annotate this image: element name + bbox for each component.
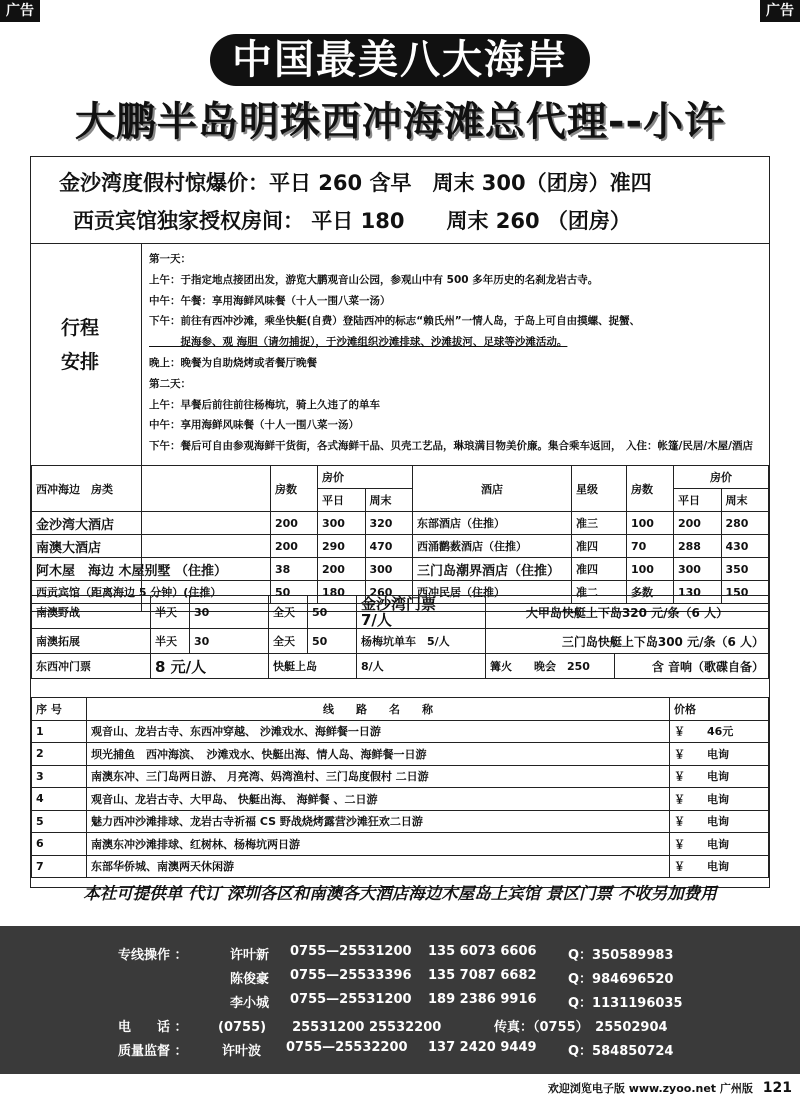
- ticket-price: 7/人: [361, 611, 392, 629]
- itinerary-line: 下午：餐后可自由参观海鲜干货街，各式海鲜干品、贝壳工艺品，琳琅满目物美价廉。集合乘车返回，: [149, 440, 622, 453]
- star: 准四: [572, 535, 627, 558]
- rooms: 70: [627, 535, 674, 558]
- item: 南澳野战: [32, 596, 151, 629]
- weekend-price: 320: [365, 512, 413, 535]
- contact-row-phone: [0, 1016, 800, 1040]
- route-name: 南澳东冲沙滩排球、红树林、杨梅坑两日游: [87, 833, 670, 856]
- itinerary-line: 晚上：晚餐为自助烧烤或者餐厅晚餐: [149, 356, 317, 369]
- ticket-price: 5/人: [427, 635, 450, 648]
- rooms: 100: [627, 512, 674, 535]
- weekend-price: 260: [365, 581, 413, 604]
- table-row: [32, 855, 769, 878]
- phone-value: (0755) 25531200 25532200: [218, 1020, 442, 1035]
- edition-label: 广州版: [719, 1082, 753, 1095]
- boat-price: 300 元/条（6 人）: [657, 634, 764, 649]
- contact-row-2: [0, 968, 800, 992]
- table-row: [32, 629, 769, 654]
- weekday-price: 200: [318, 558, 366, 581]
- header-star: 星级: [572, 466, 627, 512]
- header-weekday-2: 平日: [674, 489, 722, 512]
- route-name: 观音山、龙岩古寺、大甲岛、 快艇出海、 海鲜餐 、二日游: [87, 788, 670, 811]
- yen-icon: ￥: [674, 747, 685, 761]
- bonfire: [486, 654, 615, 679]
- route-price-value: 电询: [707, 792, 729, 806]
- weekday-price: 290: [318, 535, 366, 558]
- route-price: [670, 833, 769, 856]
- hotel-name: 西冲民居（住推）: [413, 581, 572, 604]
- contact-row-3: [0, 992, 800, 1016]
- weekday-price: 300: [674, 558, 722, 581]
- route-price-value: 电询: [707, 770, 729, 784]
- price-line-1: 金沙湾度假村惊爆价：平日 260 含早 周末 300（团房）准四: [59, 171, 652, 195]
- itinerary-line: 下午：前往有西冲沙滩，乘坐快艇(自费）登陆西冲的标志“赖氏州”一情人岛，于岛上可自由摸螺、捉蟹、: [149, 315, 641, 328]
- table-row: [32, 788, 769, 811]
- ticket-price: 8 元/人: [151, 654, 269, 679]
- boat-ride-price: 8/人: [357, 654, 486, 679]
- yen-icon: ￥: [674, 725, 685, 739]
- page-footer: [548, 1080, 792, 1096]
- boat-price: 320 元/条（6 人）: [621, 605, 729, 620]
- contact-panel: [0, 926, 800, 1074]
- headline: [0, 34, 800, 86]
- star: 准四: [572, 558, 627, 581]
- weekend-price: 300: [365, 558, 413, 581]
- header-rooms: 房数: [271, 466, 318, 512]
- item: 南澳拓展: [32, 629, 151, 654]
- weekend-price: 350: [721, 558, 769, 581]
- accommodation-note: 入住：帐篷/民居/木屋/酒店: [625, 440, 753, 452]
- weekday-price: 288: [674, 535, 722, 558]
- contact-tel: 0755—25531200: [290, 944, 412, 959]
- weekday-price: 180: [318, 581, 366, 604]
- table-row: [32, 720, 769, 743]
- boat-name: 三门岛快艇上下岛: [561, 634, 658, 649]
- header-weekend: 周末: [365, 489, 413, 512]
- itinerary-line: 上午：于指定地点接团出发，游览大鹏观音山公园，参观山中有 500 多年历史的名刹龙岩古寺。: [149, 273, 599, 286]
- route-no: 6: [32, 833, 87, 856]
- contact-qq: Q：984696520: [568, 972, 674, 987]
- itinerary-line: 中午：享用海鲜风味餐（十人一围八菜一汤）: [149, 419, 359, 432]
- header-weekday: 平日: [318, 489, 366, 512]
- table-row: [32, 558, 769, 581]
- weekday-price: 300: [318, 512, 366, 535]
- header-price-2: 房价: [674, 466, 769, 489]
- header-price: 价格: [670, 698, 769, 721]
- ticket-item: [357, 596, 486, 629]
- weekend-price: 430: [721, 535, 769, 558]
- tickets-table: [31, 595, 769, 679]
- contact-tel: 0755—25533396: [290, 968, 412, 983]
- route-price: [670, 855, 769, 878]
- qc-tel: 0755—25532200: [286, 1040, 408, 1055]
- rooms: 200: [271, 512, 318, 535]
- item: 东西冲门票: [32, 654, 151, 679]
- rooms: 50: [271, 581, 318, 604]
- route-name: 南澳东冲、三门岛两日游、 月亮湾、妈湾渔村、三门岛度假村 二日游: [87, 765, 670, 788]
- phone-label: 电 话 ：: [118, 1020, 188, 1035]
- star: 准二: [572, 581, 627, 604]
- route-price-value: 电询: [707, 837, 729, 851]
- content-frame: [30, 156, 770, 888]
- full-day: 全天: [269, 629, 308, 654]
- weekday-price: 200: [674, 512, 722, 535]
- bonfire-price: 250: [567, 660, 590, 673]
- full-day-price: 50: [308, 596, 357, 629]
- itinerary-label-1: 行程: [61, 317, 100, 339]
- contact-qq: Q：350589983: [568, 948, 674, 963]
- route-price-value: 电询: [707, 815, 729, 829]
- price-line-2: 西贡宾馆独家授权房间： 平日 180 周末 260 （团房）: [73, 209, 631, 233]
- rooms: 200: [271, 535, 318, 558]
- site-text: 欢迎浏览电子版 www.zyoo.net: [547, 1082, 717, 1095]
- route-name: 魅力西冲沙滩排球、龙岩古寺祈福 CS 野战烧烤露营沙滩狂欢二日游: [87, 810, 670, 833]
- ticket-item: [357, 629, 486, 654]
- weekend-price: 150: [721, 581, 769, 604]
- itinerary-label-2: 安排: [61, 351, 100, 373]
- yen-icon: ￥: [674, 837, 685, 851]
- route-price: [670, 788, 769, 811]
- half-day: 半天: [151, 629, 190, 654]
- hotel-table: [31, 465, 769, 604]
- route-price: [670, 743, 769, 766]
- half-day: 半天: [151, 596, 190, 629]
- header-rooms-2: 房数: [627, 466, 674, 512]
- route-no: 1: [32, 720, 87, 743]
- route-no: 3: [32, 765, 87, 788]
- routes-table: [31, 697, 769, 878]
- route-price: [670, 810, 769, 833]
- page-number: 121: [762, 1080, 792, 1096]
- ad-tag-right: 广告: [760, 0, 800, 22]
- table-row: [32, 765, 769, 788]
- hotel-name: 东部酒店（住推）: [413, 512, 572, 535]
- table-row: [32, 596, 769, 629]
- contact-row-1: [0, 944, 800, 968]
- star: 准三: [572, 512, 627, 535]
- half-day-price: 30: [190, 596, 269, 629]
- qc-name: 许叶波: [222, 1044, 262, 1059]
- rooms: 38: [271, 558, 318, 581]
- boat-item: [486, 629, 769, 654]
- header-weekend-2: 周末: [721, 489, 769, 512]
- route-name: 东部华侨城、南澳两天休闲游: [87, 855, 670, 878]
- contact-tel: 0755—25531200: [290, 992, 412, 1007]
- fax-value: 传真：（0755） 25502904: [494, 1020, 668, 1035]
- route-price-value: 电询: [707, 860, 729, 874]
- contact-mobile: 189 2386 9916: [428, 992, 537, 1007]
- price-box: [31, 157, 769, 244]
- table-row: [32, 654, 769, 679]
- table-row: [32, 743, 769, 766]
- table-row: [32, 810, 769, 833]
- contact-name: 陈俊豪: [230, 972, 270, 987]
- itinerary-body: [149, 249, 761, 457]
- hotel-name: 阿木屋 海边 木屋别墅 （住推）: [32, 558, 271, 581]
- itinerary-line: 上午：早餐后前往前往杨梅坑，骑上久违了的单车: [149, 398, 380, 411]
- table-row: [32, 535, 769, 558]
- bonfire-note: 含 音响（歌碟自备）: [615, 654, 769, 679]
- yen-icon: ￥: [674, 815, 685, 829]
- route-price-value: 46元: [707, 725, 734, 739]
- contact-qq: Q：1131196035: [568, 996, 683, 1011]
- full-day: 全天: [269, 596, 308, 629]
- half-day-price: 30: [190, 629, 269, 654]
- table-row: [32, 833, 769, 856]
- itinerary-line: 捉海参、观 海胆（请勿捕捉），于沙滩组织沙滩排球、沙滩拔河、足球等沙滩活动。: [149, 336, 568, 349]
- hotel-name: 南澳大酒店: [32, 535, 271, 558]
- itinerary-line: 第一天：: [149, 253, 191, 265]
- header-no: 序 号: [32, 698, 87, 721]
- hotel-name: 西贡宾馆（距离海边 5 分钟）(住推）: [32, 581, 271, 604]
- itinerary-line: 中午：午餐：享用海鲜风味餐（十人一围八菜一汤）: [149, 294, 391, 307]
- weekend-price: 470: [365, 535, 413, 558]
- qc-qq: Q：584850724: [568, 1044, 674, 1059]
- route-no: 5: [32, 810, 87, 833]
- header-route-name: 线 路 名 称: [87, 698, 670, 721]
- hotel-name: 金沙湾大酒店: [32, 512, 271, 535]
- weekend-price: 280: [721, 512, 769, 535]
- header-area: 西冲海边 房类: [32, 466, 271, 512]
- route-price: [670, 720, 769, 743]
- ad-tag-left: 广告: [0, 0, 40, 22]
- contact-name: 李小城: [230, 996, 270, 1011]
- contact-name: 许叶新: [230, 948, 270, 963]
- contact-mobile: 135 6073 6606: [428, 944, 537, 959]
- itinerary-line: 第二天：: [149, 377, 191, 390]
- qc-label: 质量监督 ：: [118, 1044, 188, 1059]
- ops-label: 专线操作 ：: [118, 948, 188, 963]
- routes-header-row: [32, 698, 769, 721]
- headline-text: 中国最美八大海岸: [210, 34, 590, 86]
- full-day-price: 50: [308, 629, 357, 654]
- route-price-value: 电询: [707, 747, 729, 761]
- subheadline: 大鹏半岛明珠西冲海滩总代理--小许: [74, 99, 726, 145]
- hotel-name: 三门岛潮界酒店（住推）: [413, 558, 572, 581]
- hotel-header-row: [32, 466, 769, 489]
- ticket-name: 杨梅坑单车: [361, 635, 416, 648]
- table-row: [32, 512, 769, 535]
- header-price: 房价: [318, 466, 413, 489]
- rooms: 100: [627, 558, 674, 581]
- boat-ride: 快艇上岛: [269, 654, 357, 679]
- yen-icon: ￥: [674, 792, 685, 806]
- weekday-price: 130: [674, 581, 722, 604]
- ticket-name: 金沙湾门票: [361, 595, 437, 613]
- boat-name: 大甲岛快艇上下岛: [525, 605, 622, 620]
- yen-icon: ￥: [674, 860, 685, 874]
- route-name: 坝光捕鱼 西冲海滨、 沙滩戏水、快艇出海、情人岛、海鲜餐一日游: [87, 743, 670, 766]
- qc-mobile: 137 2420 9449: [428, 1040, 537, 1055]
- yen-icon: ￥: [674, 770, 685, 784]
- contact-row-qc: [0, 1040, 800, 1064]
- route-name: 观音山、龙岩古寺、东西冲穿越、 沙滩戏水、海鲜餐一日游: [87, 720, 670, 743]
- boat-item: [486, 596, 769, 629]
- rooms: 多数: [627, 581, 674, 604]
- bonfire-label: 篝火 晚会: [490, 660, 556, 673]
- footer-note: 本社可提供单 代订 深圳各区和南澳各大酒店海边木屋岛上宾馆 景区门票 不收另加费用: [83, 884, 717, 903]
- route-no: 2: [32, 743, 87, 766]
- route-no: 4: [32, 788, 87, 811]
- header-hotel: 酒店: [413, 466, 572, 512]
- contact-mobile: 135 7087 6682: [428, 968, 537, 983]
- route-price: [670, 765, 769, 788]
- route-no: 7: [32, 855, 87, 878]
- hotel-name: 西涌鹳薮酒店（住推）: [413, 535, 572, 558]
